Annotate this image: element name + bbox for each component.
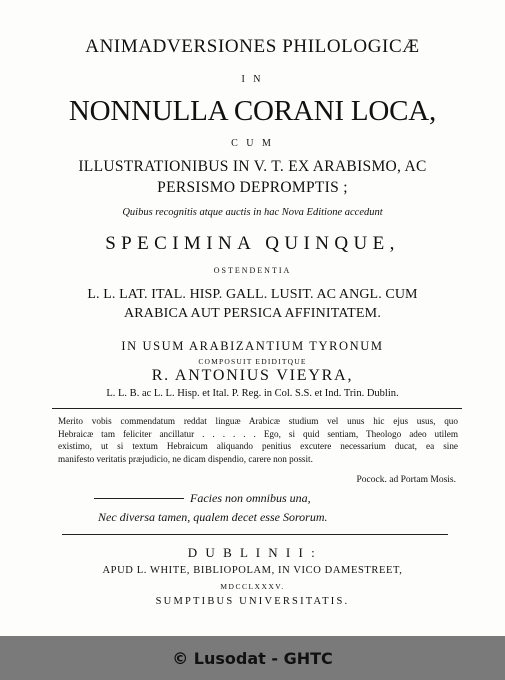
- imprint-year: MDCCLXXXV.: [220, 582, 285, 591]
- main-title: NONNULLA CORANI LOCA,: [68, 95, 437, 127]
- title-line-9: OSTENDENTIA: [213, 266, 292, 275]
- title-line-12: IN USUM ARABIZANTIUM TYRONUM: [121, 339, 384, 353]
- quote-line: Merito vobis commendatum reddat linguæ Arabicæ studium vel unus hic ejus usus, quo: [58, 416, 458, 426]
- quote-line: Hebraicæ tam feliciter ancillatur . . . . . . Ego, si quid sentiam, Theologo adeo utilem: [58, 428, 458, 439]
- motto-line-1: Facies non omnibus una,: [190, 491, 311, 505]
- divider-short: [94, 498, 184, 499]
- imprint-city: D U B L I N I I :: [187, 545, 318, 560]
- title-line-4: C U M: [231, 138, 274, 149]
- title-line-11: ARABICA AUT PERSICA AFFINITATEM.: [123, 306, 382, 321]
- author-name: R. ANTONIUS VIEYRA,: [151, 367, 354, 384]
- author-credentials: L. L. B. ac L. L. Hisp. et Ital. P. Reg. in Col. S.S. et Ind. Trin. Dublin.: [106, 388, 399, 399]
- divider-top: [52, 408, 462, 409]
- epigraph-quote: [58, 415, 458, 465]
- title-line-5: ILLUSTRATIONIBUS IN V. T. EX ARABISMO, AC: [78, 158, 427, 175]
- title-line-13: COMPOSUIT EDIDITQUE: [198, 357, 307, 366]
- specimina-heading: SPECIMINA QUINQUE,: [105, 233, 400, 254]
- imprint-printer: APUD L. WHITE, BIBLIOPOLAM, IN VICO DAMESTREET,: [102, 565, 403, 576]
- quote-line: existimo, ut si textum Hebraicum aliquando penitius excutere necessarium ducat, ea sine: [58, 441, 458, 451]
- title-line-2: I N: [241, 74, 264, 85]
- divider-bottom: [62, 534, 448, 535]
- imprint-expense: SUMPTIBUS UNIVERSITATIS.: [155, 596, 350, 607]
- title-line-6: PERSISMO DEPROMPTIS ;: [157, 179, 348, 196]
- quote-line: manifesto veritatis præjudicio, ne dicam dispendio, carere non possit.: [58, 453, 313, 464]
- copyright-bar: [0, 636, 505, 680]
- title-line-7: Quibus recognitis atque auctis in hac Nova Editione accedunt: [122, 207, 383, 218]
- title-line-1: ANIMADVERSIONES PHILOLOGICÆ: [85, 36, 420, 57]
- title-line-10: L. L. LAT. ITAL. HISP. GALL. LUSIT. AC ANGL. CUM: [87, 287, 418, 302]
- motto-line-2: Nec diversa tamen, qualem decet esse Sororum.: [98, 510, 328, 524]
- copyright-text: © Lusodat - GHTC: [172, 648, 333, 668]
- quote-attribution: Pocock. ad Portam Mosis.: [356, 475, 456, 485]
